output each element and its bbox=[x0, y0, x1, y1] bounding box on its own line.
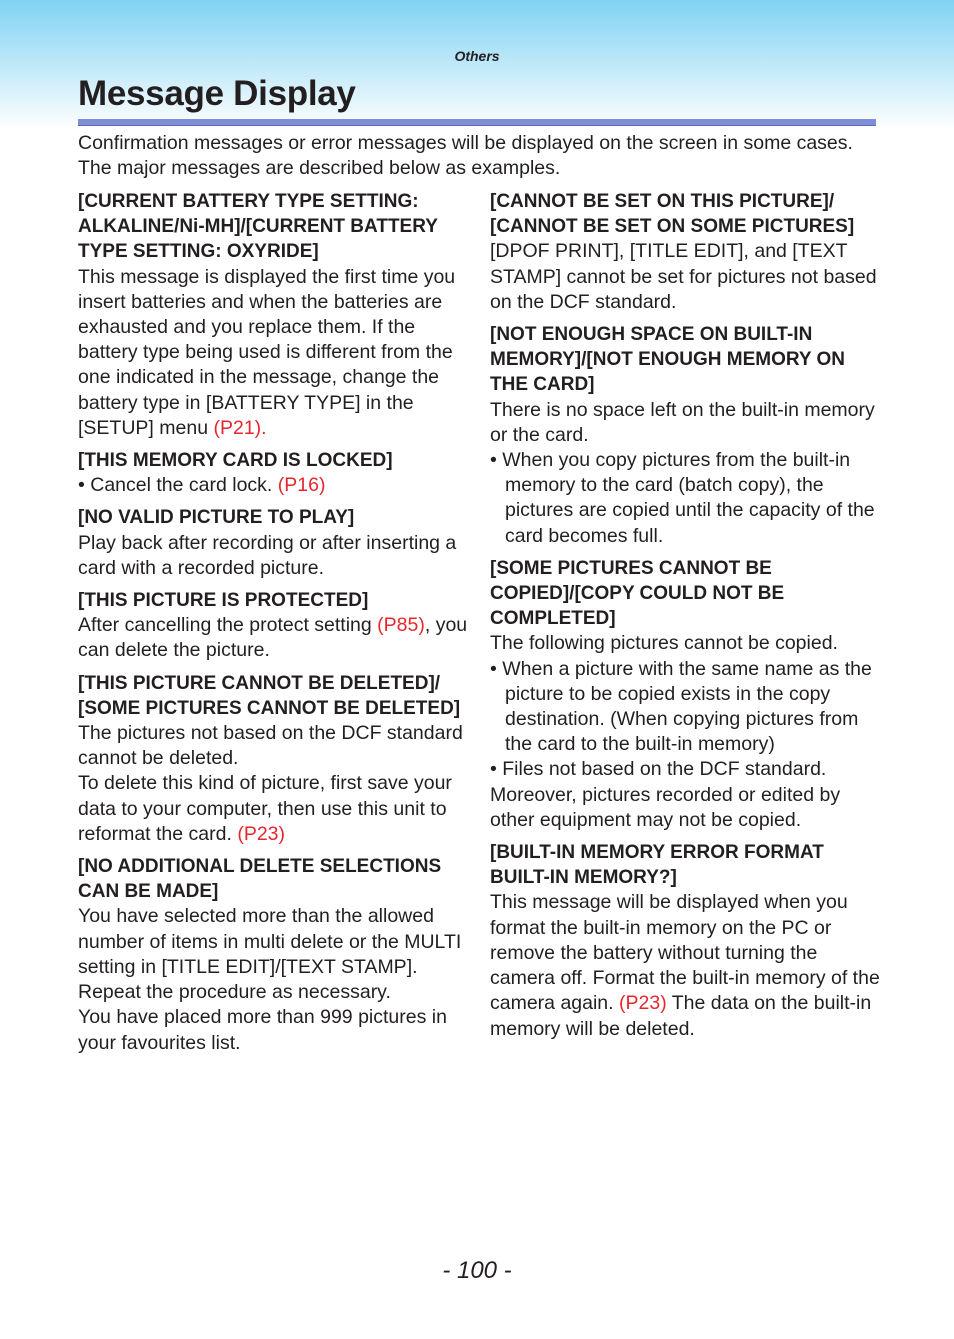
message-no-valid-picture bbox=[78, 505, 470, 581]
page-number: - 100 - bbox=[442, 1257, 512, 1284]
message-picture-protected bbox=[78, 588, 470, 664]
message-text: The data on the built-in memory will be deleted. bbox=[490, 992, 872, 1040]
message-cannot-be-set bbox=[490, 189, 882, 315]
message-text: After cancelling the protect setting bbox=[78, 614, 378, 637]
message-heading: [THIS PICTURE IS PROTECTED] bbox=[78, 590, 369, 612]
message-body bbox=[490, 890, 882, 1041]
message-built-in-memory-error bbox=[490, 840, 882, 1042]
message-battery-type bbox=[78, 189, 470, 441]
page-title: Message Display bbox=[78, 74, 356, 113]
message-body: There is no space left on the built-in memory or the card. bbox=[490, 398, 875, 446]
message-bullet: • When you copy pictures from the built-in memory to the card (batch copy), the pictures are copied until the capacity of the card becomes full. bbox=[490, 449, 875, 547]
message-heading: [CANNOT BE SET ON THIS PICTURE]/ [CANNOT BE SET ON SOME PICTURES] bbox=[490, 191, 855, 238]
message-body: Play back after recording or after inserting a card with a recorded picture. bbox=[78, 531, 457, 579]
message-not-enough-space bbox=[490, 322, 882, 549]
message-body bbox=[78, 613, 470, 663]
right-column bbox=[490, 189, 882, 1049]
message-heading: [THIS MEMORY CARD IS LOCKED] bbox=[78, 450, 393, 472]
message-text: This message will be displayed when you format the built-in memory on the PC or remove the battery without turning the camera off. Format the built-in memory of the camera again. bbox=[490, 891, 880, 1015]
message-text: , you can delete the picture. bbox=[78, 614, 468, 662]
page-reference-link[interactable]: (P16) bbox=[277, 474, 326, 497]
page-reference-link[interactable]: (P21). bbox=[213, 416, 267, 439]
message-body bbox=[78, 771, 470, 847]
message-text: To delete this kind of picture, first save your data to your computer, then use this unit to reformat the card. bbox=[78, 772, 452, 845]
message-body bbox=[78, 265, 470, 441]
title-underline bbox=[78, 119, 876, 126]
message-body: The pictures not based on the DCF standard cannot be deleted. bbox=[78, 722, 463, 770]
message-bullet: • When a picture with the same name as the picture to be copied exists in the copy destination. (When copying pictures from the card to the built-in memory) bbox=[490, 657, 872, 756]
intro-paragraph: Confirmation messages or error messages will be displayed on the screen in some cases. The major messages are described below as examples. bbox=[78, 132, 853, 180]
message-heading: [BUILT-IN MEMORY ERROR FORMAT BUILT-IN MEMORY?] bbox=[490, 842, 824, 889]
message-heading: [NO VALID PICTURE TO PLAY] bbox=[78, 507, 355, 529]
message-heading: [NOT ENOUGH SPACE ON BUILT-IN MEMORY]/[NOT ENOUGH MEMORY ON THE CARD] bbox=[490, 324, 846, 396]
message-bullet: • Files not based on the DCF standard. bbox=[490, 758, 827, 781]
message-heading: [SOME PICTURES CANNOT BE COPIED]/[COPY COULD NOT BE COMPLETED] bbox=[490, 557, 785, 630]
section-label: Others bbox=[454, 48, 500, 64]
left-column bbox=[78, 189, 470, 1063]
message-heading: [CURRENT BATTERY TYPE SETTING: ALKALINE/Ni-MH]/[CURRENT BATTERY TYPE SETTING: OXYRIDE] bbox=[78, 191, 438, 263]
message-heading: [NO ADDITIONAL DELETE SELECTIONS CAN BE MADE] bbox=[78, 856, 442, 903]
message-body: You have placed more than 999 pictures in your favourites list. bbox=[78, 1006, 447, 1054]
message-cannot-delete bbox=[78, 671, 470, 847]
message-heading: [THIS PICTURE CANNOT BE DELETED]/ [SOME PICTURES CANNOT BE DELETED] bbox=[78, 672, 461, 719]
page-reference-link[interactable]: (P23) bbox=[619, 992, 667, 1015]
message-no-additional-delete bbox=[78, 854, 470, 1056]
message-body: You have selected more than the allowed number of items in multi delete or the MULTI setting in [TITLE EDIT]/[TEXT STAMP]. Repeat the procedure as necessary. bbox=[78, 905, 462, 1004]
message-card-locked bbox=[78, 448, 470, 498]
bullet-text: • Cancel the card lock. bbox=[78, 474, 278, 497]
message-text: This message is displayed the first time you insert batteries and when the batteries are exhausted and you replace them. If the battery type being used is different from the one indicated in the message, change the battery type in [BATTERY TYPE] in the [SETUP] menu bbox=[78, 265, 456, 439]
message-body: The following pictures cannot be copied. bbox=[490, 632, 838, 655]
page-reference-link[interactable]: (P85) bbox=[377, 614, 425, 637]
page-reference-link[interactable]: (P23) bbox=[237, 822, 286, 845]
message-cannot-copy bbox=[490, 556, 882, 833]
message-body: Moreover, pictures recorded or edited by other equipment may not be copied. bbox=[490, 783, 841, 831]
message-bullet bbox=[78, 473, 470, 498]
message-body: [DPOF PRINT], [TITLE EDIT], and [TEXT STAMP] cannot be set for pictures not based on the DCF standard. bbox=[490, 240, 877, 313]
